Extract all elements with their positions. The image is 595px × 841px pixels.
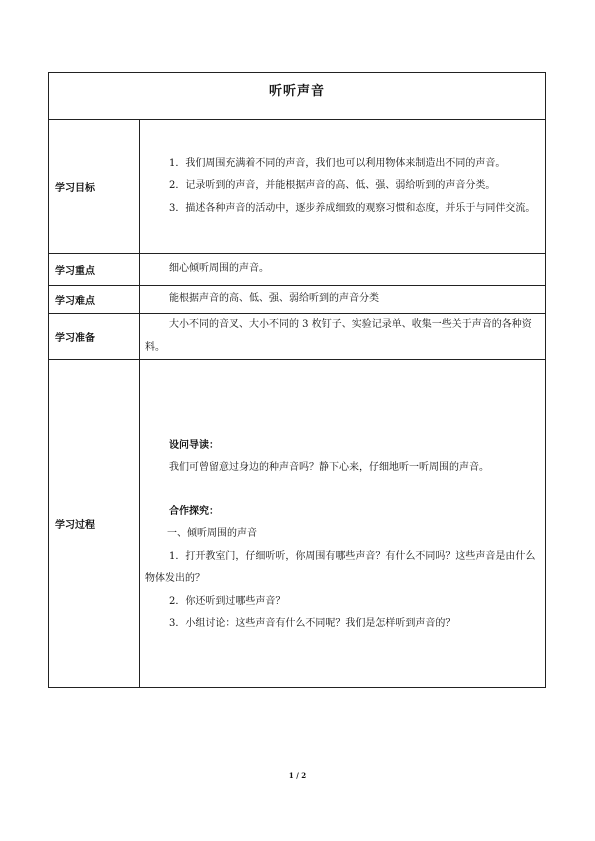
page-title: 听听声音 — [268, 84, 325, 99]
lesson-plan-table — [48, 72, 546, 688]
label-difficulty: 学习难点 — [49, 286, 140, 314]
label-process: 学习过程 — [49, 360, 140, 688]
process-content — [140, 360, 546, 688]
section-title: 一、倾听周围的声音 — [167, 528, 257, 539]
table-row-process — [49, 360, 546, 688]
focus-content — [140, 254, 546, 286]
goals-content — [140, 120, 546, 254]
goal-item-3: 3．描述各种声音的活动中，逐步养成细致的观察习惯和态度，并乐于与同伴交流。 — [169, 202, 536, 214]
table-row-goals — [49, 120, 546, 254]
table-row-difficulty — [49, 286, 546, 314]
preparation-text: 大小不同的音叉、大小不同的 3 枚钉子、实验记录单、收集一些关于声音的各种资料。 — [145, 319, 532, 353]
title-cell — [49, 73, 546, 120]
process-item-3: 3．小组讨论：这些声音有什么不同呢？我们是怎样听到声音的？ — [169, 618, 456, 629]
goal-item-1: 1．我们周围充满着不同的声音，我们也可以利用物体来制造出不同的声音。 — [169, 157, 506, 169]
intro-text: 我们可曾留意过身边的种声音吗？静下心来，仔细地听一听周围的声音。 — [169, 462, 489, 473]
label-preparation: 学习准备 — [49, 314, 140, 360]
title-row — [49, 73, 546, 120]
process-item-2: 2．你还听到过哪些声音？ — [169, 595, 286, 607]
difficulty-text: 能根据声音的高、低、强、弱给听到的声音分类 — [169, 293, 379, 305]
label-focus: 学习重点 — [49, 254, 140, 286]
table-row-focus — [49, 254, 546, 286]
goal-item-2: 2．记录听到的声音，并能根据声音的高、低、强、弱给听到的声音分类。 — [169, 180, 496, 192]
preparation-content — [140, 314, 546, 360]
difficulty-content — [140, 286, 546, 314]
process-item-1: 1．打开教室门，仔细听听，你周围有哪些声音？有什么不同吗？这些声音是由什么物体发出的？ — [145, 550, 536, 584]
focus-text: 细心倾听周围的声音。 — [169, 263, 269, 275]
table-row-preparation — [49, 314, 546, 360]
explore-heading: 合作探究： — [169, 505, 219, 517]
page-number: 1 / 2 — [288, 771, 307, 780]
label-goals: 学习目标 — [49, 120, 140, 254]
intro-heading: 设问导读： — [169, 439, 219, 451]
